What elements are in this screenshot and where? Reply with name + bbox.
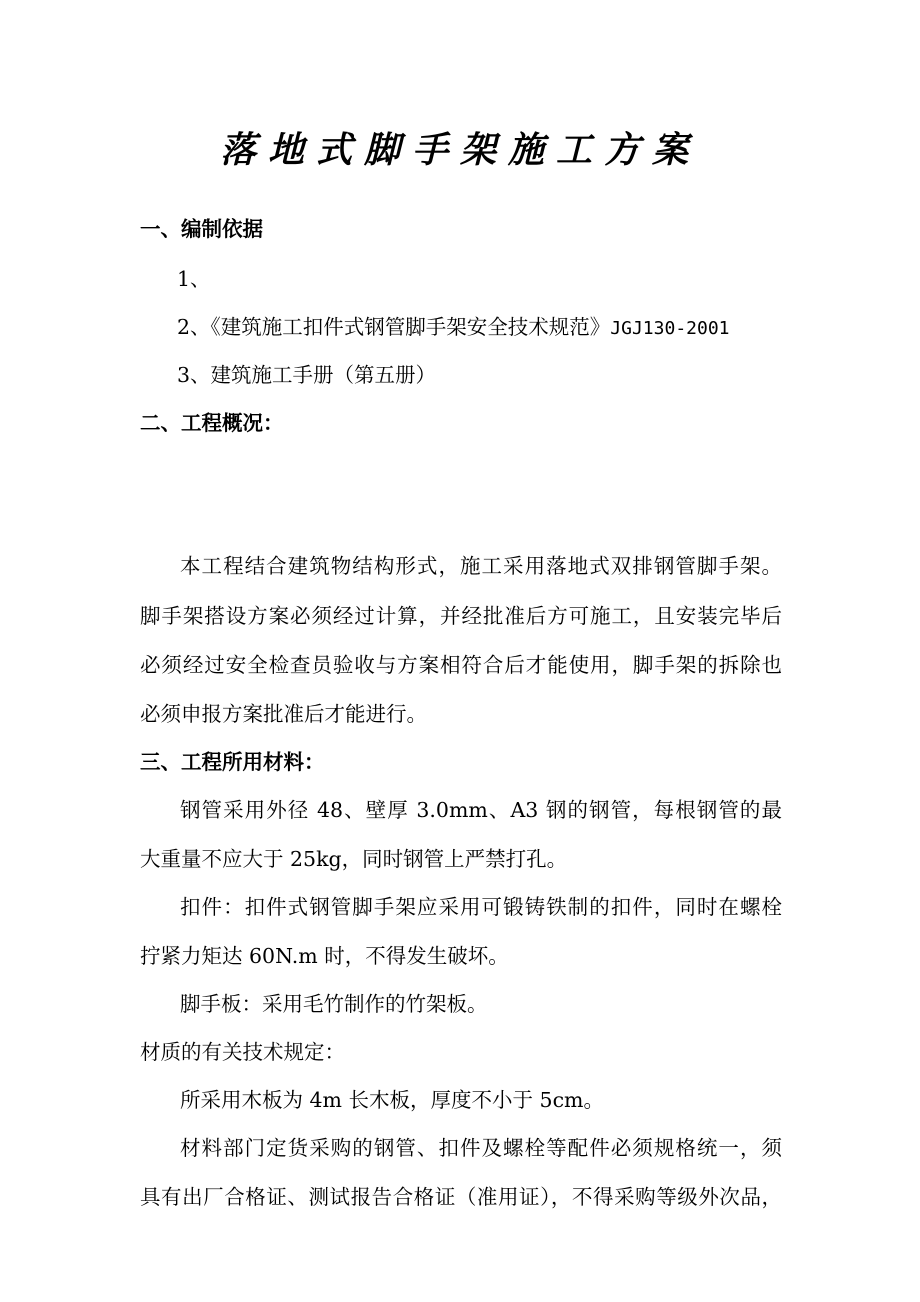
basis-item-1: 1、	[177, 267, 211, 291]
steel-line-2: 大重量不应大于 25kg，同时钢管上严禁打孔。	[140, 847, 568, 871]
overview-line-3: 必须经过安全检查员验收与方案相符合后才能使用，脚手架的拆除也	[140, 653, 782, 677]
fastener-line-2: 拧紧力矩达 60N.m 时，不得发生破坏。	[140, 944, 509, 968]
purchase-line-2: 具有出厂合格证、测试报告合格证（准用证），不得采购等级外次品，	[140, 1185, 782, 1209]
steel-line-1: 钢管采用外径 48、壁厚 3.0mm、A3 钢的钢管，每根钢管的最	[180, 798, 782, 822]
material-rules-heading: 材质的有关技术规定：	[140, 1040, 345, 1064]
basis-item-2	[177, 312, 730, 344]
section-heading-materials: 三、工程所用材料：	[140, 750, 325, 774]
overview-line-1: 本工程结合建筑物结构形式，施工采用落地式双排钢管脚手架。	[180, 554, 782, 578]
fastener-line-1: 扣件：扣件式钢管脚手架应采用可锻铸铁制的扣件，同时在螺栓	[180, 895, 782, 919]
section-heading-overview: 二、工程概况：	[140, 411, 284, 435]
overview-line-2: 脚手架搭设方案必须经过计算，并经批准后方可施工，且安装完毕后	[140, 604, 782, 628]
basis-item-2-code: JGJ130-2001	[610, 318, 730, 339]
overview-line-4: 必须申报方案批准后才能进行。	[140, 702, 427, 726]
document-title: 落地式脚手架施工方案	[219, 129, 700, 171]
purchase-line-1: 材料部门定货采购的钢管、扣件及螺栓等配件必须规格统一，须	[180, 1136, 782, 1160]
basis-item-3: 3、建筑施工手册（第五册）	[177, 363, 437, 387]
basis-item-2-text: 2、《建筑施工扣件式钢管脚手架安全技术规范》	[177, 315, 611, 339]
board-line: 脚手板：采用毛竹制作的竹架板。	[180, 992, 488, 1016]
section-heading-basis: 一、编制依据	[140, 217, 263, 241]
wood-line: 所采用木板为 4m 长木板，厚度不小于 5cm。	[180, 1088, 604, 1112]
